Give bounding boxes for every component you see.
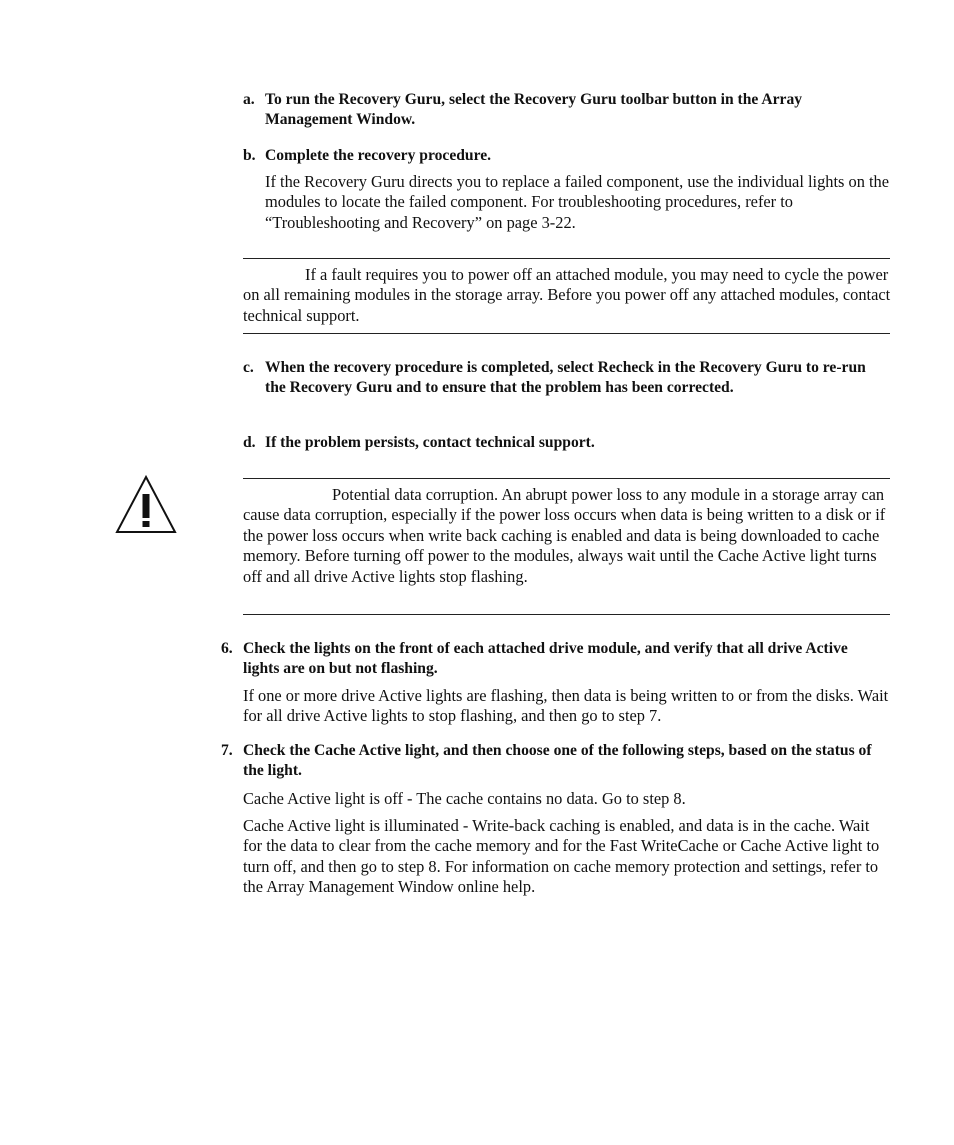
step-a xyxy=(243,90,893,131)
step-c-marker: c. xyxy=(243,359,254,376)
step-d-text: If the problem persists, contact technical support. xyxy=(265,434,595,451)
step-b-detail: If the Recovery Guru directs you to replace a failed component, use the individual lights on the modules to locate the failed component. For troubleshooting procedures, refer to “Troubleshooting and Recovery” on page 3-22. xyxy=(265,172,890,232)
note-top-rule xyxy=(243,258,890,259)
step-6-text: Check the lights on the front of each attached drive module, and verify that all drive Active lights are on but not flashing. xyxy=(243,640,848,678)
step-b-marker: b. xyxy=(243,147,256,164)
step-b xyxy=(243,146,893,166)
step-b-text: Complete the recovery procedure. xyxy=(265,147,492,164)
note-text: If a fault requires you to power off an attached module, you may need to cycle the power on all remaining modules in the storage array. Before you power off any attached modules, contact technical support. xyxy=(243,265,891,325)
caution-text: Potential data corruption. An abrupt power loss to any module in a storage array can cause data corruption, especially if the power loss occurs when data is being written to a disk or if the power loss occurs when write back caching is enabled and data is being downloaded to cache memory. Before turning off power to the modules, always wait until the Cache Active light turns off and all drive Active lights stop flashing. xyxy=(243,485,886,586)
caution-bottom-rule xyxy=(243,614,890,615)
caution-triangle-icon xyxy=(114,474,178,536)
step-7 xyxy=(221,741,891,782)
note-bottom-rule xyxy=(243,333,890,334)
step-a-marker: a. xyxy=(243,91,255,108)
step-c xyxy=(243,358,873,399)
step-d xyxy=(243,433,893,453)
step-6-detail: If one or more drive Active lights are flashing, then data is being written to or from the disks. Wait for all drive Active lights to stop flashing, and then go to step 7. xyxy=(243,686,889,726)
step-6-marker: 6. xyxy=(221,640,233,657)
step-a-text: To run the Recovery Guru, select the Recovery Guru toolbar button in the Array Management Window. xyxy=(265,91,803,129)
caution-top-rule xyxy=(243,478,890,479)
step-7-detail-illuminated: Cache Active light is illuminated - Write-back caching is enabled, and data is in the cache. Wait for the data to clear from the cache memory and for the Fast WriteCache or Cache Active light to turn off, and then go to step 8. For information on cache memory protection and settings, refer to the Array Management Window online help. xyxy=(243,816,880,897)
step-7-detail-off: Cache Active light is off - The cache contains no data. Go to step 8. xyxy=(243,789,686,808)
step-c-text: When the recovery procedure is completed, select Recheck in the Recovery Guru to re-run the Recovery Guru and to ensure that the problem has been corrected. xyxy=(265,359,866,397)
step-7-marker: 7. xyxy=(221,742,233,759)
step-6 xyxy=(221,639,876,680)
step-7-text: Check the Cache Active light, and then choose one of the following steps, based on the status of the light. xyxy=(243,742,872,780)
step-d-marker: d. xyxy=(243,434,256,451)
